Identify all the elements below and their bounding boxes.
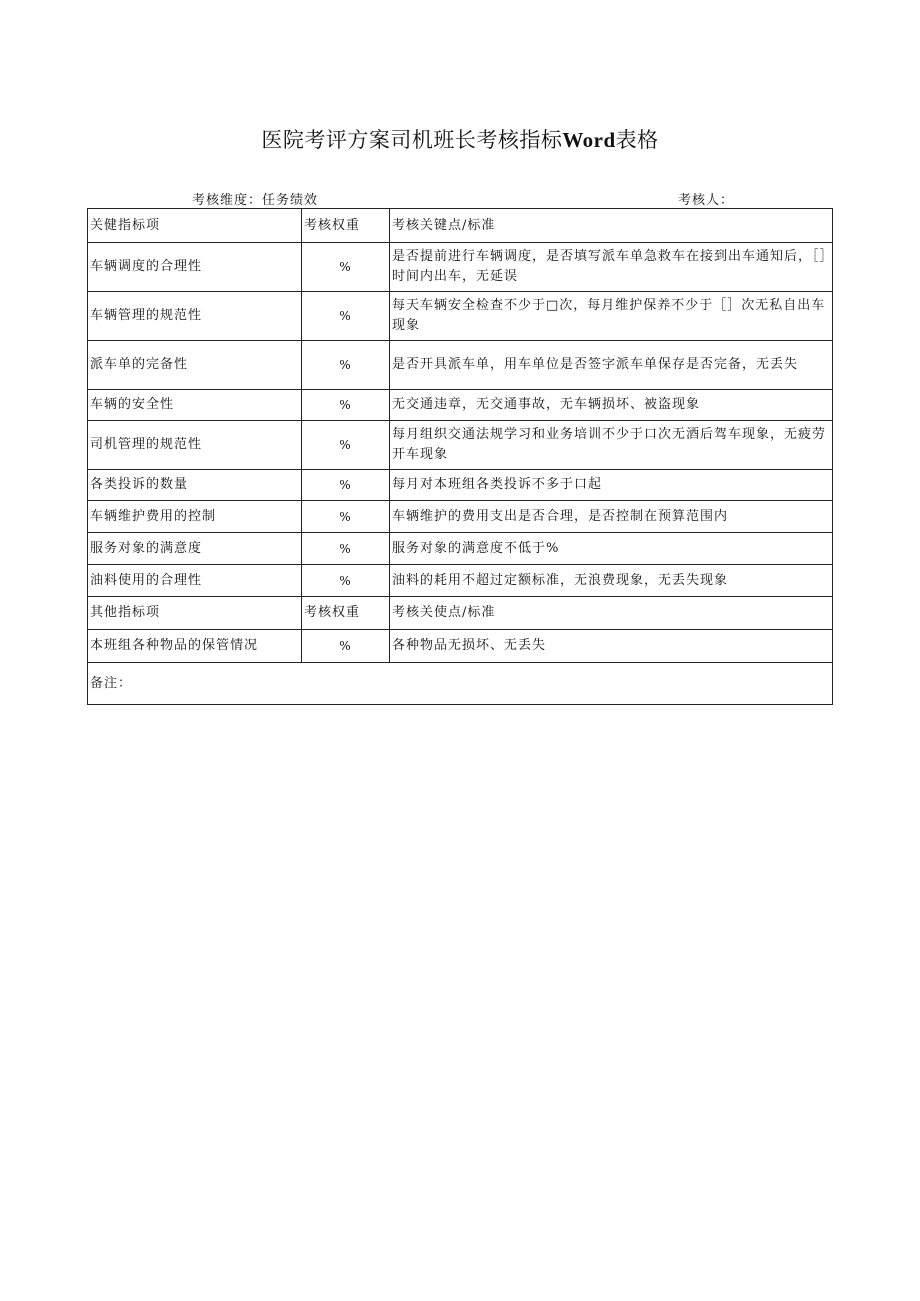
row-criteria: 每月对本班组各类投诉不多于口起 (390, 470, 833, 501)
title-en: Word (562, 128, 616, 152)
table-row (88, 292, 833, 341)
row-criteria: 每月组织交通法规学习和业务培训不少于口次无酒后驾车现象，无疲劳开车现象 (390, 421, 833, 470)
row-indicator: 油料使用的合理性 (88, 565, 302, 597)
row-indicator: 服务对象的满意度 (88, 533, 302, 565)
row-indicator: 本班组各种物品的保管情况 (88, 630, 302, 663)
row-indicator: 车辆维护费用的控制 (88, 501, 302, 533)
other-header-weight: 考核权重 (302, 597, 390, 630)
table-row (88, 421, 833, 470)
header-indicator: 关健指标项 (88, 209, 302, 243)
table-row (88, 533, 833, 565)
row-indicator: 车辆调度的合理性 (88, 243, 302, 292)
header-weight: 考核权重 (302, 209, 390, 243)
other-header-criteria: 考核关使点/标准 (390, 597, 833, 630)
dimension-label: 考核维度：任务绩效 (192, 193, 319, 208)
assessor-label: 考核人： (678, 193, 735, 208)
table-header-row (88, 209, 833, 243)
row-weight: % (302, 341, 390, 390)
table-row (88, 501, 833, 533)
title-cn-prefix: 医院考评方案司机班长考核指标 (261, 128, 563, 152)
table-row (88, 390, 833, 421)
row-weight: % (302, 501, 390, 533)
row-criteria: 车辆维护的费用支出是否合理，是否控制在预算范围内 (390, 501, 833, 533)
row-weight: % (302, 421, 390, 470)
remarks-label: 备注： (88, 663, 833, 705)
row-weight: % (302, 470, 390, 501)
table-row (88, 565, 833, 597)
table-row (88, 243, 833, 292)
row-criteria: 是否提前进行车辆调度，是否填写派车单急救车在接到出车通知后，［］时间内出车，无延误 (390, 243, 833, 292)
row-weight: % (302, 243, 390, 292)
row-weight: % (302, 292, 390, 341)
row-indicator: 各类投诉的数量 (88, 470, 302, 501)
row-weight: % (302, 533, 390, 565)
header-criteria: 考核关键点/标准 (390, 209, 833, 243)
row-criteria: 无交通违章，无交通事故，无车辆损坏、被盗现象 (390, 390, 833, 421)
row-indicator: 车辆的安全性 (88, 390, 302, 421)
table-row (88, 470, 833, 501)
row-criteria: 油料的耗用不超过定额标准，无浪费现象，无丢失现象 (390, 565, 833, 597)
other-header-row (88, 597, 833, 630)
row-criteria: 服务对象的满意度不低于% (390, 533, 833, 565)
row-criteria: 各种物品无损坏、无丢失 (390, 630, 833, 663)
remarks-row (88, 663, 833, 705)
row-weight: % (302, 565, 390, 597)
table-row (88, 630, 833, 663)
assessment-table (87, 208, 833, 705)
row-criteria: 是否开具派车单，用车单位是否签字派车单保存是否完备，无丢失 (390, 341, 833, 390)
table-row (88, 341, 833, 390)
title-cn-suffix: 表格 (615, 128, 659, 152)
row-weight: % (302, 390, 390, 421)
row-weight: % (302, 630, 390, 663)
row-criteria: 每天车辆安全检查不少于□次，每月维护保养不少于［］次无私自出车现象 (390, 292, 833, 341)
other-header-indicator: 其他指标项 (88, 597, 302, 630)
row-indicator: 车辆管理的规范性 (88, 292, 302, 341)
row-indicator: 司机管理的规范性 (88, 421, 302, 470)
row-indicator: 派车单的完备性 (88, 341, 302, 390)
document-title (0, 124, 920, 154)
